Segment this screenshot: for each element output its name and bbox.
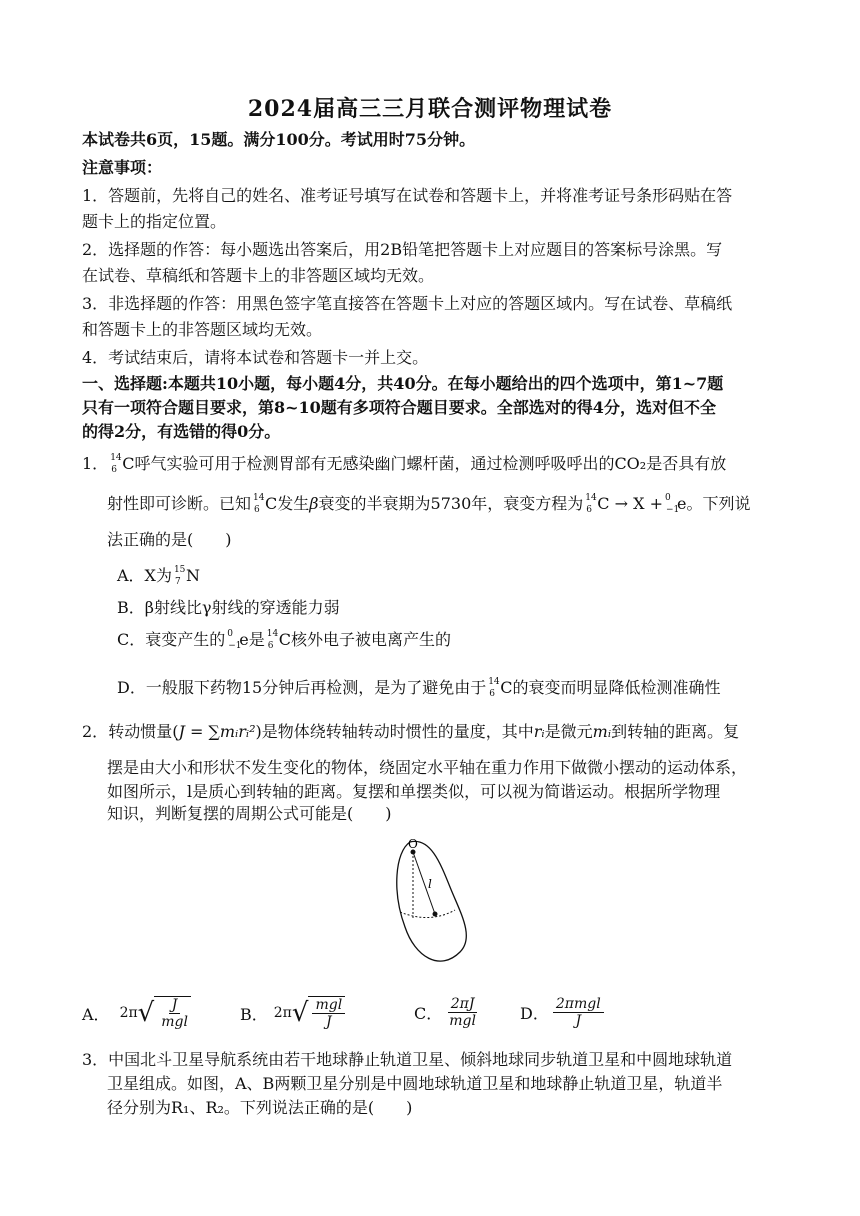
compound-pendulum-figure — [380, 832, 480, 972]
label-o: O — [408, 837, 418, 851]
option-d: D．一般服下药物15分钟后再检测，是为了避免由于 14 6 C的衰变而明显降低检测准确性 — [117, 676, 721, 699]
notice-line: 3．非选择题的作答：用黑色签字笔直接答在答题卡上对应的答题区域内。写在试卷、草稿纸 — [82, 294, 733, 313]
question-2-options — [82, 996, 782, 1036]
section-heading: 的得2分，有选错的得0分。 — [82, 422, 281, 441]
question-number: 1． — [82, 454, 109, 473]
question-1-line: 法正确的是( ) — [107, 530, 232, 549]
notice-line: 题卡上的指定位置。 — [82, 212, 227, 231]
question-2-line: 如图所示，l是质心到转轴的距离。复摆和单摆类似，可以视为简谐运动。根据所学物理 — [107, 782, 721, 801]
question-2-line: 摆是由大小和形状不发生变化的物体，绕固定水平轴在重力作用下做微小摆动的运动体系， — [107, 758, 748, 777]
pendulum-body-outline — [397, 841, 467, 961]
nuclide-c14: 14 6 — [110, 452, 122, 475]
question-1-line: 射性即可诊断。已知 14 6 C发生β衰变的半衰期为5730年，衰变方程为 14 6 C → X + 0 −1 e。下列说 — [107, 492, 751, 515]
option-b: B．β射线比γ射线的穿透能力弱 — [117, 598, 340, 617]
label-l: l — [428, 877, 432, 891]
option-c: C． $\frac{2\pi J}{\text{mgl}}$ — [414, 996, 476, 1029]
question-1-line: 1． 14 6 C呼气实验可用于检测胃部有无感染幽门螺杆菌，通过检测呼吸呼出的CO₂是否具有放 — [82, 452, 727, 475]
question-3-line: 3．中国北斗卫星导航系统由若干地球静止轨道卫星、倾斜地球同步轨道卫星和中圆地球轨道 — [82, 1050, 733, 1069]
page-title: 2024届高三三月联合测评物理试卷 — [247, 96, 613, 122]
notice-line: 4．考试结束后，请将本试卷和答题卡一并上交。 — [82, 348, 429, 367]
inertia-formula: J = ∑mᵢrᵢ² — [178, 722, 256, 741]
notice-line: 2．选择题的作答：每小题选出答案后，用2B铅笔把答题卡上对应题目的答案标号涂黑。写 — [82, 240, 723, 259]
question-3-line: 卫星组成。如图，A、B两颗卫星分别是中圆地球轨道卫星和地球静止轨道卫星，轨道半 — [107, 1074, 723, 1093]
swing-arc — [400, 910, 455, 918]
option-a: A． 2π √ $\frac{J}{\text{mgl}}$ — [82, 996, 191, 1030]
option-b: B． 2π √ $\frac{\text{mgl}}{J}$ — [240, 996, 345, 1030]
center-of-mass-point — [433, 912, 438, 917]
option-c: C．衰变产生的 0 −1 e是 14 6 C核外电子被电离产生的 — [117, 628, 451, 651]
option-a: A．X为 15 7 N — [117, 564, 200, 587]
section-heading: 只有一项符合题目要求，第8~10题有多项符合题目要求。全部选对的得4分，选对但不全 — [82, 398, 716, 417]
notice-line: 1．答题前，先将自己的姓名、准考证号填写在试卷和答题卡上，并将准考证号条形码贴在答 — [82, 186, 733, 205]
notice-line: 在试卷、草稿纸和答题卡上的非答题区域均无效。 — [82, 266, 435, 285]
question-2-line: 2．转动惯量(J = ∑mᵢrᵢ²)是物体绕转轴转动时惯性的量度，其中rᵢ是微元mᵢ到转轴的距离。复 — [82, 722, 740, 741]
notice-heading: 注意事项： — [82, 158, 163, 177]
option-d: D． $\frac{\text{2πmgl}}{J}$ — [520, 996, 604, 1029]
notice-line: 和答题卡上的非答题区域均无效。 — [82, 320, 323, 339]
question-3-line: 径分别为R₁、R₂。下列说法正确的是( ) — [107, 1098, 413, 1117]
question-2-line: 知识，判断复摆的周期公式可能是( ) — [107, 804, 392, 823]
exam-intro: 本试卷共6页，15题。满分100分。考试用时75分钟。 — [82, 130, 476, 149]
section-heading: 一、选择题:本题共10小题，每小题4分，共40分。在每小题给出的四个选项中，第1~7题 — [82, 374, 724, 393]
